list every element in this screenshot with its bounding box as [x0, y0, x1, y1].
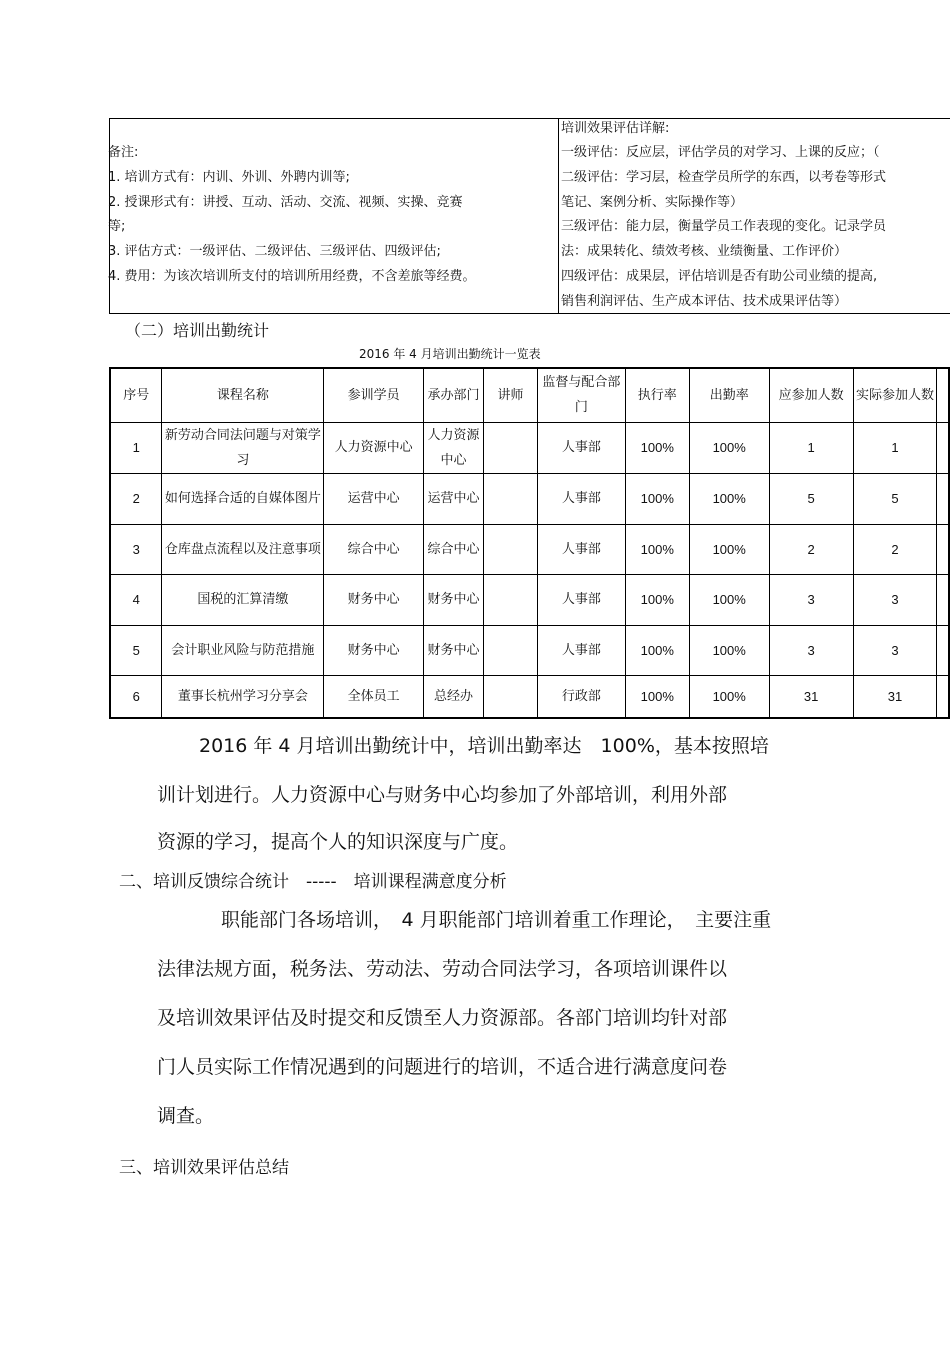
cell-expected: 1	[769, 422, 853, 473]
table-row	[110, 574, 949, 625]
cell-lecturer	[483, 675, 537, 718]
cell-actual: 31	[853, 675, 937, 718]
cell-trainees: 财务中心	[324, 625, 424, 675]
note-right-7: 销售利润评估、生产成本评估、技术成果评估等）	[561, 294, 848, 309]
note-right-6: 四级评估：成果层，评估培训是否有助公司业绩的提高,	[561, 269, 878, 284]
note-right-4: 三级评估：能力层，衡量学员工作表现的变化。记录学员	[561, 219, 887, 234]
summary-line-0: 2016 年 4 月培训出勤统计中，培训出勤率达 100%，基本按照培	[199, 735, 769, 757]
cell-supervisor: 人事部	[537, 473, 625, 524]
cell-exec-rate: 100%	[625, 675, 689, 718]
cell-exec-rate: 100%	[625, 473, 689, 524]
note-right-1: 一级评估：反应层，评估学员的对学习、上课的反应；（	[561, 145, 880, 160]
feedback-line-2: 及培训效果评估及时提交和反馈至人力资源部。各部门培训均针对部	[157, 1007, 728, 1029]
cell-host-dept: 财务中心	[424, 625, 484, 675]
cell-actual: 1	[853, 422, 937, 473]
cell-course: 董事长杭州学习分享会	[162, 675, 324, 718]
cell-host-dept: 人力资源中心	[424, 422, 484, 473]
cell-supervisor: 人事部	[537, 625, 625, 675]
cell-host-dept: 运营中心	[424, 473, 484, 524]
cell-host-dept: 综合中心	[424, 524, 484, 574]
cell-trainees: 全体员工	[324, 675, 424, 718]
note-left-4: 3. 评估方式：一级评估、二级评估、三级评估、四级评估;	[108, 244, 441, 259]
header-exec-rate: 执行率	[625, 368, 689, 422]
section-attendance-heading: （二）培训出勤统计	[125, 321, 270, 340]
note-left-1: 1. 培训方式有：内训、外训、外聘内训等;	[108, 170, 350, 185]
section-feedback-heading: 二、培训反馈综合统计 ----- 培训课程满意度分析	[119, 872, 507, 892]
cell-exec-rate: 100%	[625, 625, 689, 675]
cell-supervisor: 人事部	[537, 524, 625, 574]
cell-course: 国税的汇算清缴	[162, 574, 324, 625]
note-right-3: 笔记、案例分析、实际操作等）	[561, 195, 744, 210]
note-right-0: 培训效果评估详解:	[561, 121, 670, 136]
cell-supervisor: 行政部	[537, 675, 625, 718]
feedback-line-1: 法律法规方面，税务法、劳动法、劳动合同法学习，各项培训课件以	[157, 958, 728, 980]
cell-lecturer	[483, 473, 537, 524]
cell-exec-rate: 100%	[625, 422, 689, 473]
cell-trainees: 综合中心	[324, 524, 424, 574]
note-left-0: 备注:	[108, 145, 139, 160]
cell-course: 会计职业风险与防范措施	[162, 625, 324, 675]
cell-attend-rate: 100%	[689, 422, 769, 473]
summary-line-1: 训计划进行。人力资源中心与财务中心均参加了外部培训，利用外部	[157, 784, 728, 806]
cell-actual: 3	[853, 574, 937, 625]
cell-course: 新劳动合同法问题与对策学习	[162, 422, 324, 473]
header-host-dept: 承办部门	[424, 368, 484, 422]
cell-lecturer	[483, 625, 537, 675]
cell-supervisor: 人事部	[537, 422, 625, 473]
header-course: 课程名称	[162, 368, 324, 422]
header-extra	[937, 368, 949, 422]
cell-lecturer	[483, 574, 537, 625]
notes-divider	[558, 118, 559, 314]
header-supervisor: 监督与配合部门	[537, 368, 625, 422]
table-header-row	[110, 368, 949, 422]
cell-extra	[937, 675, 949, 718]
cell-expected: 2	[769, 524, 853, 574]
table-row	[110, 473, 949, 524]
feedback-line-4: 调查。	[157, 1105, 215, 1127]
table-title: 2016 年 4 月培训出勤统计一览表	[359, 347, 541, 361]
cell-extra	[937, 422, 949, 473]
table-row	[110, 625, 949, 675]
feedback-line-0: 职能部门各场培训， 4 月职能部门培训着重工作理论， 主要注重	[221, 909, 772, 931]
cell-lecturer	[483, 524, 537, 574]
cell-index: 2	[110, 473, 162, 524]
cell-trainees: 财务中心	[324, 574, 424, 625]
header-attend-rate: 出勤率	[689, 368, 769, 422]
cell-lecturer	[483, 422, 537, 473]
note-right-5: 法：成果转化、绩效考核、业绩衡量、工作评价）	[561, 244, 848, 259]
cell-course: 仓库盘点流程以及注意事项	[162, 524, 324, 574]
header-expected: 应参加人数	[769, 368, 853, 422]
cell-index: 3	[110, 524, 162, 574]
cell-trainees: 人力资源中心	[324, 422, 424, 473]
section-summary-heading: 三、培训效果评估总结	[119, 1158, 289, 1178]
cell-actual: 3	[853, 625, 937, 675]
cell-trainees: 运营中心	[324, 473, 424, 524]
cell-index: 1	[110, 422, 162, 473]
table-row	[110, 524, 949, 574]
table-row	[110, 422, 949, 473]
cell-index: 6	[110, 675, 162, 718]
cell-attend-rate: 100%	[689, 625, 769, 675]
cell-extra	[937, 625, 949, 675]
cell-index: 4	[110, 574, 162, 625]
cell-expected: 3	[769, 574, 853, 625]
attendance-table	[109, 367, 950, 719]
header-index: 序号	[110, 368, 162, 422]
note-left-3: 等;	[108, 219, 126, 234]
table-row	[110, 675, 949, 718]
cell-attend-rate: 100%	[689, 524, 769, 574]
cell-extra	[937, 473, 949, 524]
cell-extra	[937, 574, 949, 625]
note-right-2: 二级评估：学习层，检查学员所学的东西，以考卷等形式	[561, 170, 887, 185]
header-trainees: 参训学员	[324, 368, 424, 422]
cell-exec-rate: 100%	[625, 524, 689, 574]
cell-host-dept: 总经办	[424, 675, 484, 718]
cell-index: 5	[110, 625, 162, 675]
cell-expected: 3	[769, 625, 853, 675]
cell-attend-rate: 100%	[689, 473, 769, 524]
note-left-5: 4. 费用：为该次培训所支付的培训所用经费，不含差旅等经费。	[108, 269, 476, 284]
feedback-line-3: 门人员实际工作情况遇到的问题进行的培训，不适合进行满意度问卷	[157, 1056, 728, 1078]
cell-course: 如何选择合适的自媒体图片	[162, 473, 324, 524]
cell-actual: 5	[853, 473, 937, 524]
cell-expected: 5	[769, 473, 853, 524]
header-actual: 实际参加人数	[853, 368, 937, 422]
cell-supervisor: 人事部	[537, 574, 625, 625]
cell-exec-rate: 100%	[625, 574, 689, 625]
summary-line-2: 资源的学习，提高个人的知识深度与广度。	[157, 831, 519, 853]
cell-host-dept: 财务中心	[424, 574, 484, 625]
cell-extra	[937, 524, 949, 574]
cell-attend-rate: 100%	[689, 675, 769, 718]
note-left-2: 2. 授课形式有：讲授、互动、活动、交流、视频、实操、竞赛	[108, 195, 463, 210]
header-lecturer: 讲师	[483, 368, 537, 422]
cell-actual: 2	[853, 524, 937, 574]
cell-expected: 31	[769, 675, 853, 718]
cell-attend-rate: 100%	[689, 574, 769, 625]
